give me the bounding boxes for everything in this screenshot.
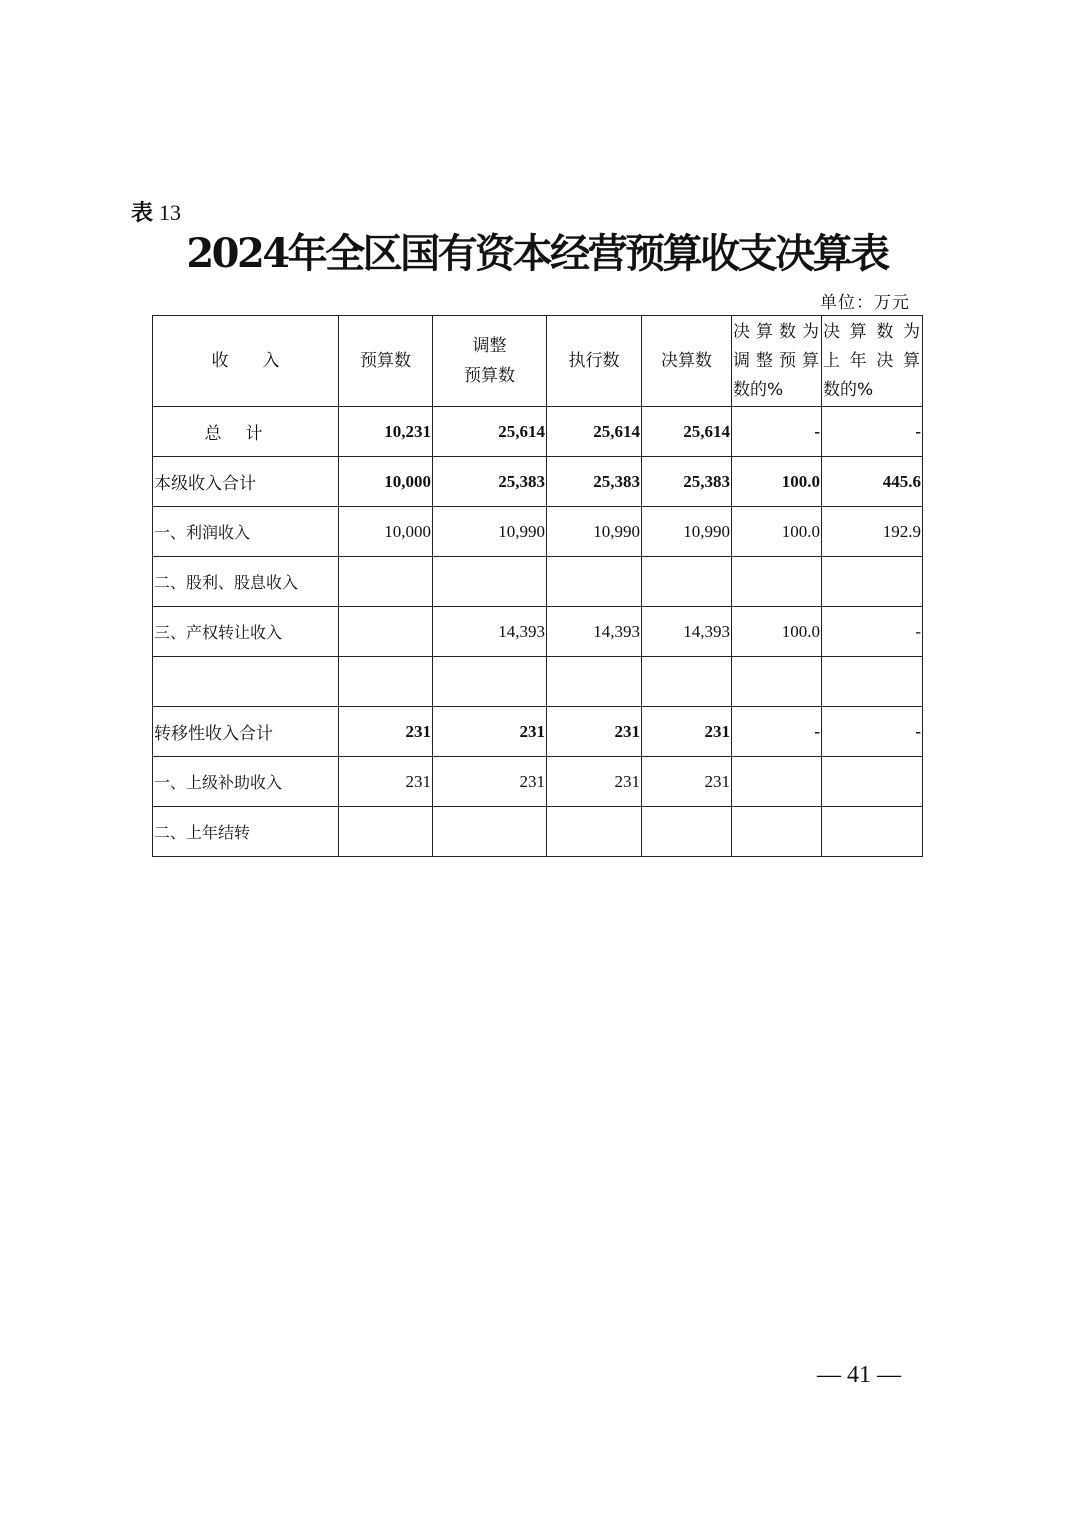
cell-adjusted: 231 [433, 707, 547, 757]
cell-execution [547, 657, 642, 707]
cell-budget: 10,000 [339, 457, 433, 507]
header-budget: 预算数 [339, 316, 433, 407]
cell-final: 14,393 [642, 607, 732, 657]
cell-pct-adj: - [732, 707, 822, 757]
table-row [153, 557, 923, 607]
header-pct-adj-line3: 数的% [733, 379, 784, 400]
cell-pct-adj [732, 657, 822, 707]
header-adjusted-budget [433, 316, 547, 407]
cell-pct-prev: 445.6 [822, 457, 923, 507]
header-adjusted-line2: 预算数 [464, 366, 515, 386]
cell-adjusted [433, 557, 547, 607]
header-pct-adj-line1: 决算数为 [733, 321, 820, 342]
header-pct-of-previous [822, 316, 923, 407]
cell-final [642, 557, 732, 607]
cell-final [642, 657, 732, 707]
header-pct-adj-line2: 调整预算 [733, 350, 820, 371]
row-name: 二、上年结转 [153, 807, 339, 857]
table-row-total [153, 407, 923, 457]
table-label-prefix: 表 [131, 201, 154, 226]
cell-pct-adj: 100.0 [732, 607, 822, 657]
cell-adjusted: 10,990 [433, 507, 547, 557]
cell-pct-prev [822, 657, 923, 707]
table-row [153, 607, 923, 657]
table-row [153, 457, 923, 507]
cell-final: 25,614 [642, 407, 732, 457]
cell-pct-adj: - [732, 407, 822, 457]
header-pct-prev-line3: 数的% [823, 379, 874, 400]
cell-pct-adj [732, 807, 822, 857]
cell-pct-adj [732, 757, 822, 807]
cell-budget: 231 [339, 757, 433, 807]
cell-pct-adj: 100.0 [732, 507, 822, 557]
cell-final: 231 [642, 757, 732, 807]
cell-execution: 14,393 [547, 607, 642, 657]
cell-adjusted [433, 807, 547, 857]
cell-final: 25,383 [642, 457, 732, 507]
cell-budget [339, 607, 433, 657]
cell-pct-adj [732, 557, 822, 607]
page-number: — 41 — [817, 1362, 901, 1388]
cell-pct-prev: 192.9 [822, 507, 923, 557]
cell-pct-prev [822, 807, 923, 857]
cell-budget [339, 557, 433, 607]
cell-execution: 25,614 [547, 407, 642, 457]
row-name: 一、利润收入 [153, 507, 339, 557]
header-pct-of-adjusted [732, 316, 822, 407]
header-pct-prev-line2: 上年决算 [823, 350, 921, 371]
cell-budget [339, 657, 433, 707]
cell-budget [339, 807, 433, 857]
cell-pct-prev [822, 557, 923, 607]
cell-budget: 231 [339, 707, 433, 757]
cell-budget: 10,231 [339, 407, 433, 457]
row-name: 一、上级补助收入 [153, 757, 339, 807]
cell-execution: 10,990 [547, 507, 642, 557]
header-execution: 执行数 [547, 316, 642, 407]
cell-adjusted: 25,614 [433, 407, 547, 457]
cell-adjusted [433, 657, 547, 707]
table-label-number: 13 [159, 200, 182, 225]
unit-note: 单位：万元 [820, 293, 910, 313]
cell-pct-prev: - [822, 607, 923, 657]
cell-adjusted: 14,393 [433, 607, 547, 657]
header-income: 收 入 [153, 316, 339, 407]
header-pct-prev-line1: 决算数为 [823, 321, 921, 342]
table-row [153, 707, 923, 757]
cell-adjusted: 231 [433, 757, 547, 807]
cell-execution [547, 557, 642, 607]
cell-pct-adj: 100.0 [732, 457, 822, 507]
cell-pct-prev [822, 757, 923, 807]
header-final: 决算数 [642, 316, 732, 407]
budget-table [152, 315, 923, 857]
row-name: 本级收入合计 [153, 457, 339, 507]
table-row [153, 807, 923, 857]
cell-execution [547, 807, 642, 857]
cell-budget: 10,000 [339, 507, 433, 557]
table-header-row [153, 316, 923, 407]
cell-pct-prev: - [822, 407, 923, 457]
row-name: 三、产权转让收入 [153, 607, 339, 657]
row-name: 二、股利、股息收入 [153, 557, 339, 607]
cell-adjusted: 25,383 [433, 457, 547, 507]
cell-final: 231 [642, 707, 732, 757]
cell-final [642, 807, 732, 857]
cell-execution: 231 [547, 707, 642, 757]
table-row [153, 757, 923, 807]
cell-final: 10,990 [642, 507, 732, 557]
row-name: 总计 [153, 407, 339, 457]
row-name: 转移性收入合计 [153, 707, 339, 757]
header-adjusted-line1: 调整 [472, 336, 507, 356]
row-name [153, 657, 339, 707]
cell-execution: 231 [547, 757, 642, 807]
table-row-blank [153, 657, 923, 707]
table-row [153, 507, 923, 557]
cell-execution: 25,383 [547, 457, 642, 507]
document-title: 2024年全区国有资本经营预算收支决算表 [186, 230, 888, 277]
cell-pct-prev: - [822, 707, 923, 757]
